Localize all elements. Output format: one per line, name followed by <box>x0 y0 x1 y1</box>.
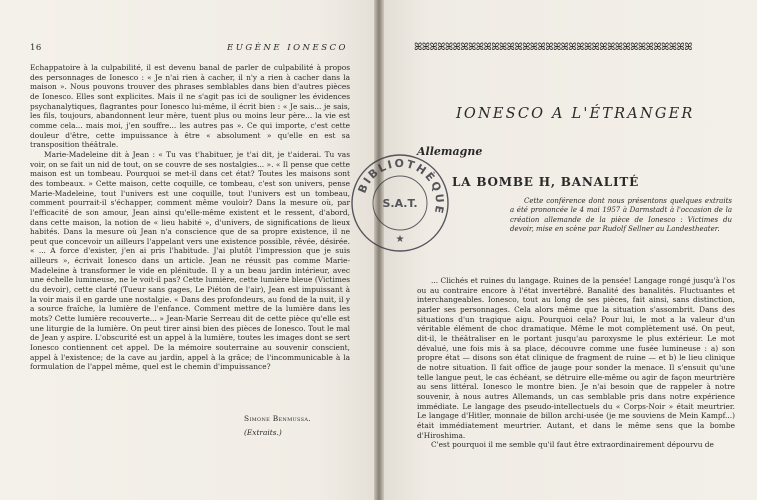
right-body-text <box>417 276 735 450</box>
paragraph: Echappatoire à la culpabilité, il est devenu banal de parler de culpabilité à propos des personnages de Ionesco : « Je n'ai rien à cacher, il n'y a rien à cacher dans la maison ». Nous pouvons trouver des phrases semblables dans bien d'autres pièces de Ionesco. Elles sont explicites. Mais il ne s'agit pas ici de souligner les évidences psychanalytiques, flagrantes pour Ionesco lui-même, il écrit bien : « Je sais... je sais, les fils, toujours, abandonnent leur mère, tuent plus ou moins leur père... la vie est comme cela... mais moi, j'en souffre... les autres pas ». Ce qui importe, c'est cette douleur d'être, cette impuissance à être « absolument » qu'elle en est sa transposition théâtrale. <box>30 63 350 150</box>
left-body-text <box>30 63 350 372</box>
running-head-author: EUGÈNE IONESCO <box>227 43 348 53</box>
article-title: LA BOMBE H, BANALITÉ <box>452 175 640 189</box>
intro-paragraph: Cette conférence dont nous présentons quelques extraits a été prononcée le 4 mai 1957 à Darmstadt à l'occasion de la création allemande de la pièce de Ionesco : Victimes du devoir, mise en scène par Rudolf Sellner au Landestheater. <box>510 197 732 234</box>
ornamental-border: ꕤꕤꕤꕤꕤꕤꕤꕤꕤꕤꕤꕤꕤꕤꕤꕤꕤꕤꕤꕤꕤꕤꕤꕤꕤꕤꕤꕤꕤꕤꕤꕤꕤꕤꕤꕤ <box>414 42 692 53</box>
book-gutter <box>374 0 384 500</box>
paragraph: ... Clichés et ruines du langage. Ruines de la pensée! Langage rongé jusqu'à l'os ou au contraire encore à l'état invertébré. Banalité des banalités. Fluctuantes et interchangeables. Ionesco, tout au long de ses pièces, fait ainsi, sans distinction, parler ses personnages. Cela alors même que la situation s'assombrit. Dans des situations d'un tragique aigu. Pourquoi cela? Pour lui, le mot a la valeur d'un véritable élément de choc dramatique. Même le mot complètement usé. On peut, dit-il, le théâtraliser en le portant jusqu'au paroxysme le plus extérieur. Le mot dévalué, une fois mis à sa place, découvre comme une fusée lumineuse : a) son propre état — disons son état clinique de fragment de ruine — et b) le lieu clinique de notre situation. Il fait office de jauge pour sonder la menace. Il s'ensuit qu'une telle langue peut, le cas échéant, se détruire elle-même ou agir de façon meurtrière au sens littéral. Ionesco le montre bien. Je n'ai besoin que de rappeler à notre souvenir, à nous autres Allemands, un cas semblable pris dans notre expérience immédiate. Le langage des pseudo-intellectuels du « Corps-Noir » était meurtrier. Le langage d'Hitler, monnaie de billon archi-usée (je me souviens de Mein Kampf...) était immédiatement meurtrier. Autant, et dans le même sens que la bombe d'Hiroshima. <box>417 276 735 440</box>
left-page <box>0 0 374 500</box>
star-icon: ★ <box>395 234 405 245</box>
author-signature: Simone Benmussa. <box>244 414 311 423</box>
article-intro <box>510 197 732 235</box>
extracts-note: (Extraits.) <box>244 428 282 437</box>
paragraph: C'est pourquoi il me semble qu'il faut être extraordinairement dépourvu de <box>431 440 714 450</box>
section-title: IONESCO A L'ÉTRANGER <box>456 106 695 122</box>
country-heading: Allemagne <box>417 145 483 158</box>
right-page <box>384 0 757 500</box>
page-number: 16 <box>30 43 42 53</box>
stamp-center-text: S.A.T. <box>382 197 418 210</box>
paragraph: Marie-Madeleine dit à Jean : « Tu vas t'habituer, je t'ai dit, je t'aiderai. Tu vas voir, on se fait un nid de tout, on se couvre de ses nostalgies... ». « Il pense que cette maison est un tombeau. Pourquoi se met-il dans cet état? Toutes les maisons sont des tombeaux. » Cette maison, cette coquille, ce tombeau, c'est son univers, pense Marie-Madeleine, tout l'univers est une coquille, tout l'univers est un tombeau, comment pourrait-il s'échapper, comment même vouloir? Dans la mesure où, par l'efficacité de son amour, Jean ainsi qu'elle-même existent et le ressent, d'abord, dans cette maison, la notion de « lieu habité », d'univers, de significations de lieux habités. Dans la mesure où Jean n'a conscience que de sa propre existence, il ne peut que concevoir un ailleurs l'appelant vers une existence possible, rêvée, désirée. « ... A force d'exister, j'en ai pris l'habitude. J'ai plutôt l'impression que je suis ailleurs », écrivait Ionesco dans un article. Jean ne réussit pas comme Marie-Madeleine à transformer le vide en plénitude. Il y a un beau jardin intérieur, avec une échelle lumineuse, ne le voit-il pas? Cette lumière, cette lumière bleue (Victimes du devoir), cette clarté (Tueur sans gages, Le Piéton de l'air), Jean est impuissant à la voir mais il en garde une nostalgie. « Dans des profondeurs, au fond de la nuit, il y a source fraîche, la lumière de l'enfance. Comment mettre de la lumière dans les mots? Cette lumière recouverte... » Jean-Marie Serreau dit de cette pièce qu'elle est une liturgie de la lumière. On peut tirer ainsi bien des pièces de Ionesco. Tout le mal de Jean y aspire. L'obscurité est un appel à la lumière, toutes les images dont se sert Ionesco contiennent cet appel. De la mémoire souterraine au souvenir conscient, appel à l'existence; de la cave au jardin, appel à la grâce; de l'incommunicable à la formulation de l'appel même, quel est le chemin d'impuissance? <box>30 149 350 372</box>
stamp-ring-text: BIBLIOTHÈQUE <box>355 156 447 217</box>
signature-block <box>244 412 354 440</box>
